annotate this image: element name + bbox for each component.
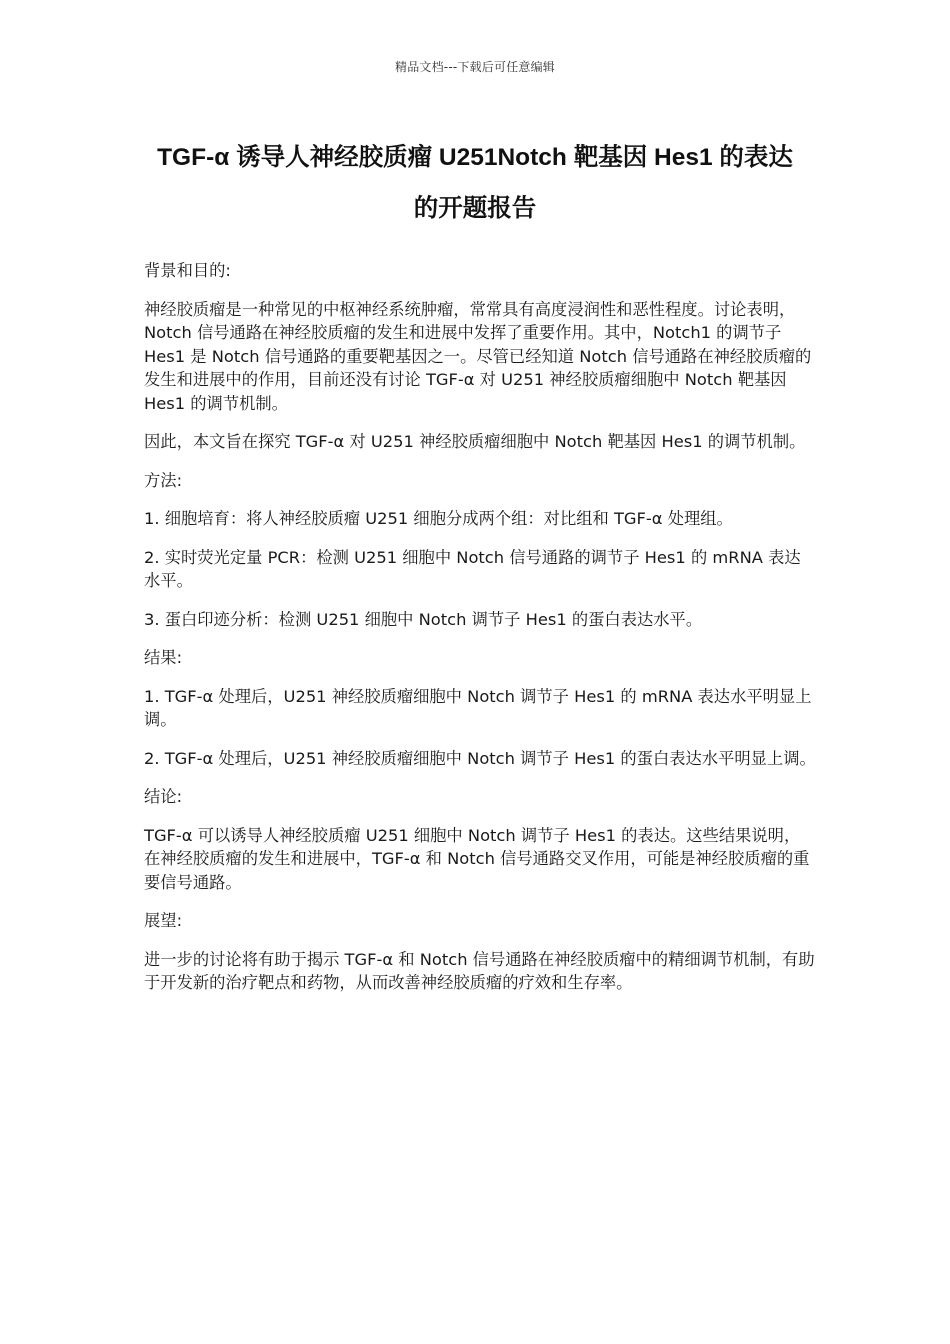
method-item: 3. 蛋白印迹分析：检测 U251 细胞中 Notch 调节子 Hes1 的蛋白表达水平。 — [144, 609, 703, 629]
background-paragraph: 神经胶质瘤是一种常见的中枢神经系统肿瘤，常常具有高度浸润性和恶性程度。讨论表明，Notch 信号通路在神经胶质瘤的发生和进展中发挥了重要作用。其中，Notch1 的调节子 Hes1 是 Notch 信号通路的重要靶基因之一。尽管已经知道 Notch 信号通路在神经胶质瘤的发生和进展中的作用，目前还没有讨论 TGF-α 对 U251 神经胶质瘤细胞中 Notch 靶基因 Hes1 的调节机制。 — [144, 299, 812, 413]
document-title — [110, 132, 840, 234]
result-item: 1. TGF-α 处理后，U251 神经胶质瘤细胞中 Notch 调节子 Hes1 的 mRNA 表达水平明显上调。 — [144, 686, 812, 729]
document-body — [144, 259, 816, 1010]
section-heading-results: 结果: — [144, 648, 183, 667]
section-heading-methods: 方法: — [144, 470, 183, 490]
title-line-2: 的开题报告 — [413, 195, 537, 222]
outlook-paragraph: 进一步的讨论将有助于揭示 TGF-α 和 Notch 信号通路在神经胶质瘤中的精细调节机制，有助于开发新的治疗靶点和药物，从而改善神经胶质瘤的疗效和生存率。 — [144, 949, 815, 992]
method-item: 1. 细胞培育：将人神经胶质瘤 U251 细胞分成两个组：对比组和 TGF-α 处理组。 — [144, 509, 733, 528]
result-item: 2. TGF-α 处理后，U251 神经胶质瘤细胞中 Notch 调节子 Hes1 的蛋白表达水平明显上调。 — [144, 748, 816, 768]
section-heading-conclusion: 结论: — [144, 787, 183, 806]
title-line-1: TGF-α 诱导人神经胶质瘤 U251Notch 靶基因 Hes1 的表达 — [157, 144, 793, 171]
conclusion-paragraph: TGF-α 可以诱导人神经胶质瘤 U251 细胞中 Notch 调节子 Hes1 的表达。这些结果说明，在神经胶质瘤的发生和进展中，TGF-α 和 Notch 信号通路交叉作用，可能是神经胶质瘤的重要信号通路。 — [144, 825, 810, 892]
method-item: 2. 实时荧光定量 PCR：检测 U251 细胞中 Notch 信号通路的调节子 Hes1 的 mRNA 表达水平。 — [144, 547, 801, 590]
page-header-note: 精品文档---下载后可任意编辑 — [395, 60, 555, 74]
aim-paragraph: 因此，本文旨在探究 TGF-α 对 U251 神经胶质瘤细胞中 Notch 靶基因 Hes1 的调节机制。 — [144, 432, 806, 451]
section-heading-background: 背景和目的: — [144, 261, 231, 280]
section-heading-outlook: 展望: — [144, 911, 183, 930]
